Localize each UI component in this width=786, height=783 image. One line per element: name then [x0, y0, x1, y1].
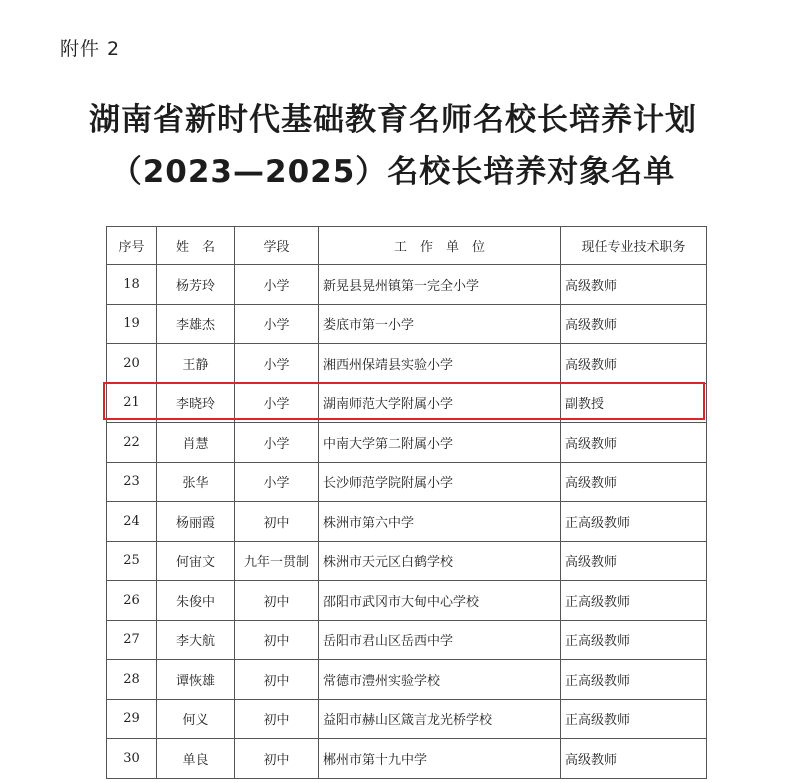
header-index: 序号: [107, 227, 157, 265]
cell-title: 正高级教师: [561, 502, 707, 542]
cell-workplace: 株洲市第六中学: [319, 502, 561, 542]
cell-title: 正高级教师: [561, 660, 707, 700]
cell-title: 高级教师: [561, 541, 707, 581]
table-row: [107, 304, 707, 344]
cell-name: 李雄杰: [157, 304, 235, 344]
header-title: 现任专业技术职务: [561, 227, 707, 265]
header-workplace: 工 作 单 位: [319, 227, 561, 265]
cell-name: 李晓玲: [157, 383, 235, 423]
cell-name: 杨芳玲: [157, 265, 235, 305]
cell-title: 高级教师: [561, 344, 707, 384]
cell-workplace: 湘西州保靖县实验小学: [319, 344, 561, 384]
cell-title: 高级教师: [561, 265, 707, 305]
cell-workplace: 新晃县晃州镇第一完全小学: [319, 265, 561, 305]
table-row: [107, 462, 707, 502]
cell-stage: 小学: [235, 265, 319, 305]
cell-stage: 初中: [235, 620, 319, 660]
cell-name: 张华: [157, 462, 235, 502]
cell-title: 高级教师: [561, 423, 707, 463]
cell-index: 24: [107, 502, 157, 542]
cell-index: 25: [107, 541, 157, 581]
table-row: [107, 660, 707, 700]
cell-title: 正高级教师: [561, 581, 707, 621]
cell-stage: 初中: [235, 502, 319, 542]
cell-stage: 小学: [235, 344, 319, 384]
table-row: [107, 344, 707, 384]
cell-title: 正高级教师: [561, 620, 707, 660]
cell-title: 副教授: [561, 383, 707, 423]
cell-stage: 初中: [235, 739, 319, 779]
table-row: [107, 581, 707, 621]
cell-stage: 小学: [235, 423, 319, 463]
cell-workplace: 岳阳市君山区岳西中学: [319, 620, 561, 660]
cell-name: 李大航: [157, 620, 235, 660]
cell-workplace: 中南大学第二附属小学: [319, 423, 561, 463]
table-row: [107, 739, 707, 779]
table-row-highlighted: [107, 383, 707, 423]
cell-name: 何义: [157, 699, 235, 739]
cell-workplace: 娄底市第一小学: [319, 304, 561, 344]
cell-stage: 初中: [235, 660, 319, 700]
cell-index: 23: [107, 462, 157, 502]
cell-stage: 小学: [235, 462, 319, 502]
table-row: [107, 541, 707, 581]
table-row: [107, 699, 707, 739]
cell-workplace: 常德市澧州实验学校: [319, 660, 561, 700]
document-title: [0, 94, 786, 198]
cell-name: 何宙文: [157, 541, 235, 581]
table-row: [107, 265, 707, 305]
cell-workplace: 株洲市天元区白鹤学校: [319, 541, 561, 581]
cell-index: 19: [107, 304, 157, 344]
title-line-2: （2023—2025）名校长培养对象名单: [110, 154, 676, 190]
cell-title: 高级教师: [561, 739, 707, 779]
cell-name: 杨丽霞: [157, 502, 235, 542]
table-header-row: [107, 227, 707, 265]
cell-workplace: 益阳市赫山区箴言龙光桥学校: [319, 699, 561, 739]
cell-name: 朱俊中: [157, 581, 235, 621]
cell-title: 正高级教师: [561, 699, 707, 739]
cell-index: 22: [107, 423, 157, 463]
cell-index: 30: [107, 739, 157, 779]
cell-index: 28: [107, 660, 157, 700]
cell-workplace: 郴州市第十九中学: [319, 739, 561, 779]
table-row: [107, 502, 707, 542]
cell-workplace: 湖南师范大学附属小学: [319, 383, 561, 423]
cell-index: 20: [107, 344, 157, 384]
table-row: [107, 620, 707, 660]
cell-index: 21: [107, 383, 157, 423]
cell-index: 27: [107, 620, 157, 660]
cell-workplace: 长沙师范学院附属小学: [319, 462, 561, 502]
cell-stage: 九年一贯制: [235, 541, 319, 581]
cell-stage: 初中: [235, 581, 319, 621]
cell-title: 高级教师: [561, 304, 707, 344]
attachment-label: 附件 2: [60, 38, 121, 60]
cell-index: 29: [107, 699, 157, 739]
cell-index: 18: [107, 265, 157, 305]
cell-stage: 小学: [235, 383, 319, 423]
cell-name: 肖慧: [157, 423, 235, 463]
cell-name: 谭恢雄: [157, 660, 235, 700]
cell-index: 26: [107, 581, 157, 621]
header-name: 姓 名: [157, 227, 235, 265]
cell-title: 高级教师: [561, 462, 707, 502]
header-stage: 学段: [235, 227, 319, 265]
cell-name: 王静: [157, 344, 235, 384]
cell-stage: 小学: [235, 304, 319, 344]
cell-workplace: 邵阳市武冈市大甸中心学校: [319, 581, 561, 621]
roster-table: [106, 226, 707, 779]
table-row: [107, 423, 707, 463]
cell-stage: 初中: [235, 699, 319, 739]
cell-name: 单良: [157, 739, 235, 779]
title-line-1: 湖南省新时代基础教育名师名校长培养计划: [89, 102, 697, 138]
